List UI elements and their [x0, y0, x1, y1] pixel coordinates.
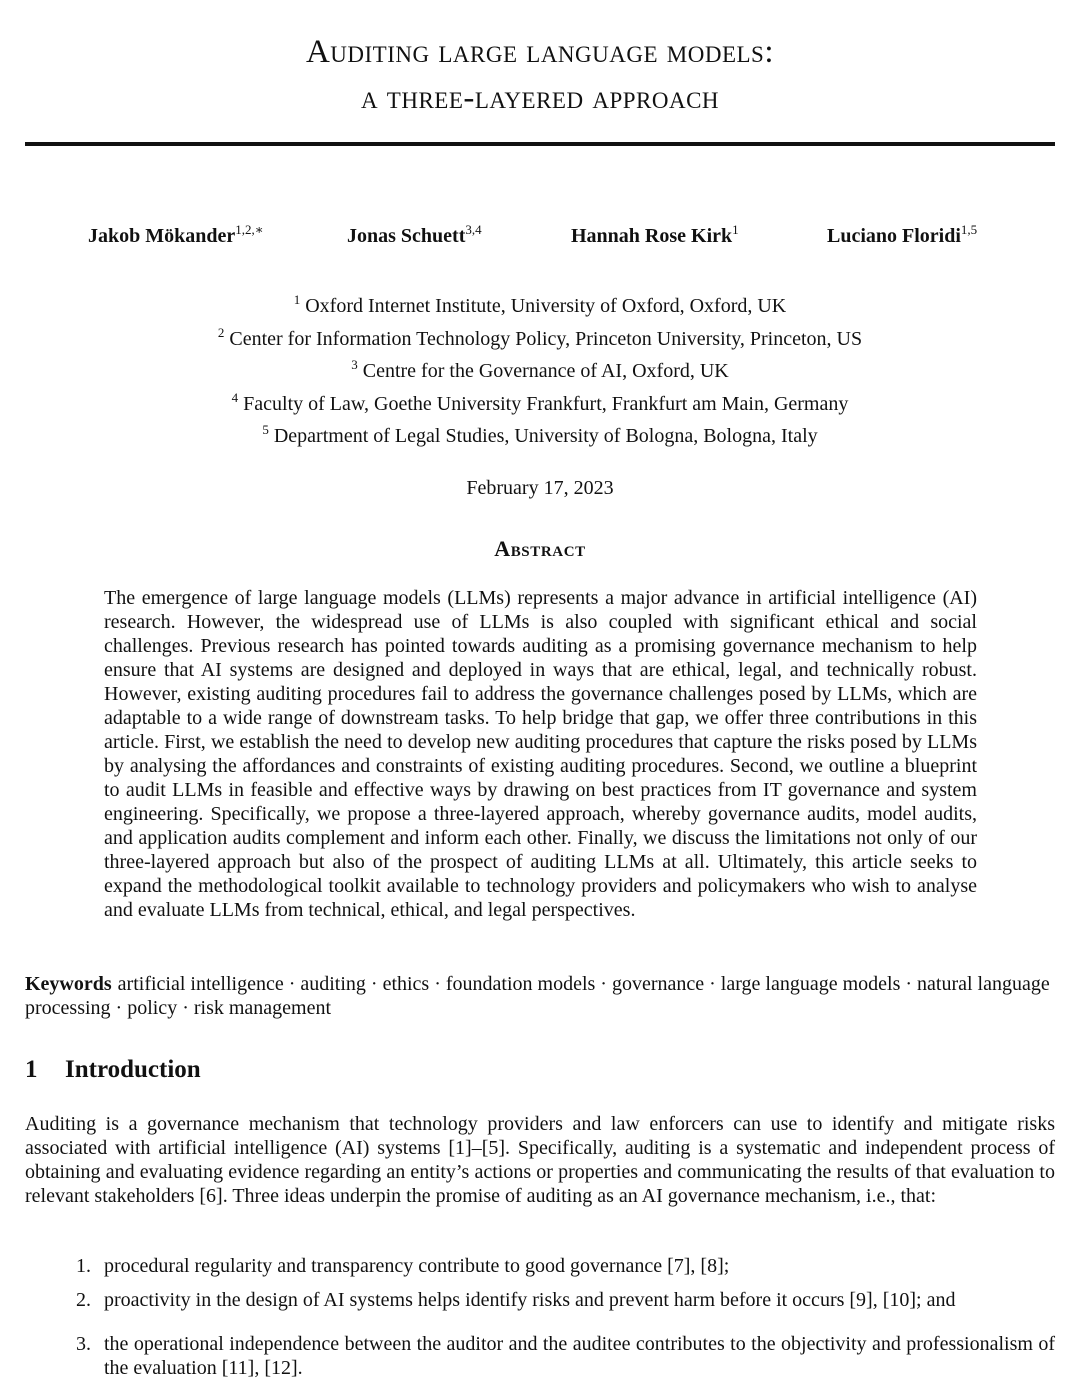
author-name: Luciano Floridi: [827, 225, 961, 247]
keywords-text: artificial intelligence · auditing · ethics · foundation models · governance · large language models · natural language processing · policy · risk management: [25, 973, 1050, 1019]
affiliation-list: [0, 287, 1080, 450]
title-text-2: a three-layered approach: [360, 80, 720, 116]
author-name: Jonas Schuett: [347, 225, 466, 247]
list-item: [0, 1332, 1080, 1380]
list-item: [0, 1288, 1080, 1312]
abstract-text: The emergence of large language models (LLMs) represents a major advance in artificial intelligence (AI) research. However, the widespread use of LLMs is also coupled with significant ethical and social challenges. Previous research has pointed towards auditing as a promising governance mechanism to help ensure that AI systems are designed and deployed in ways that are ethical, legal, and technically robust. However, existing auditing procedures fail to address the governance challenges posed by LLMs, which are adaptable to a wide range of downstream tasks. To help bridge that gap, we offer three contributions in this article. First, we establish the need to develop new auditing procedures that capture the risks posed by LLMs by analysing the affordances and constraints of existing auditing procedures. Second, we outline a blueprint to audit LLMs in feasible and effective ways by drawing on best practices from IT governance and system engineering. Specifically, we propose a three-layered approach, whereby governance audits, model audits, and application audits complement and inform each other. Finally, we discuss the limitations not only of our three-layered approach but also of the prospect of auditing LLMs at all. Ultimately, this article seeks to expand the methodological toolkit available to technology providers and policymakers who wish to analyse and evaluate LLMs from technical, ethical, and legal perspectives.: [104, 587, 977, 921]
section-number: 1: [25, 1056, 38, 1083]
affiliation-3: $^3$ Centre for the Governance of AI, Oxford, UK: [351, 357, 729, 382]
abstract-heading: Abstract: [494, 536, 586, 561]
enumerated-list: [0, 1254, 1080, 1380]
title-rule: [25, 142, 1055, 146]
keywords-label: Keywords: [25, 973, 112, 995]
section-heading: [25, 1056, 201, 1084]
paper-title-line-1: [0, 30, 1080, 74]
author-affil-marker: 1,5: [960, 222, 978, 237]
title-text-1: Auditing large language models:: [305, 34, 775, 70]
author-name: Hannah Rose Kirk: [571, 225, 733, 247]
affiliation-2: $^2$ Center for Information Technology Policy, Princeton University, Princeton, US: [217, 324, 863, 350]
list-item-text: proactivity in the design of AI systems helps identify risks and prevent harm before it occurs [9], [10]; and: [104, 1289, 956, 1311]
author-name: Jakob Mökander: [88, 225, 236, 247]
publication-date: February 17, 2023: [466, 477, 614, 499]
author-affil-marker: 3,4: [465, 222, 482, 237]
affiliation-4: $^4$ Faculty of Law, Goethe University Frankfurt, Frankfurt am Main, Germany: [231, 389, 849, 415]
list-item-number: 3.: [76, 1333, 91, 1355]
author-affil-marker: 1: [732, 222, 739, 237]
affiliation-1: $^1$ Oxford Internet Institute, University of Oxford, Oxford, UK: [293, 292, 787, 317]
affiliation-5: $^5$ Department of Legal Studies, University of Bologna, Bologna, Italy: [262, 422, 818, 447]
list-item-text: the operational independence between the auditor and the auditee contributes to the objectivity and professionalism of the evaluation [11], [12].: [104, 1333, 1055, 1379]
author-list: [0, 222, 1080, 252]
author-4: [827, 222, 977, 248]
list-item-number: 2.: [76, 1289, 91, 1311]
list-item-number: 1.: [76, 1255, 91, 1277]
author-2: [347, 222, 482, 248]
list-item: [0, 1254, 1080, 1278]
author-1: [88, 222, 264, 248]
paper-title-line-2: [0, 76, 1080, 120]
author-3: [571, 222, 739, 248]
list-item-text: procedural regularity and transparency contribute to good governance [7], [8];: [104, 1255, 730, 1277]
author-affil-marker: 1,2,∗: [235, 222, 264, 237]
intro-paragraph: Auditing is a governance mechanism that technology providers and law enforcers can use to identify and mitigate risks associated with artificial intelligence (AI) systems [1]–[5]. Specifically, auditing is a systematic and independent process of obtaining and evaluating evidence regarding an entity’s actions or properties and communicating the results of that evaluation to relevant stakeholders [6]. Three ideas underpin the promise of auditing as an AI governance mechanism, i.e., that:: [25, 1113, 1055, 1207]
keywords: [25, 972, 1055, 1020]
section-title: Introduction: [65, 1056, 201, 1083]
